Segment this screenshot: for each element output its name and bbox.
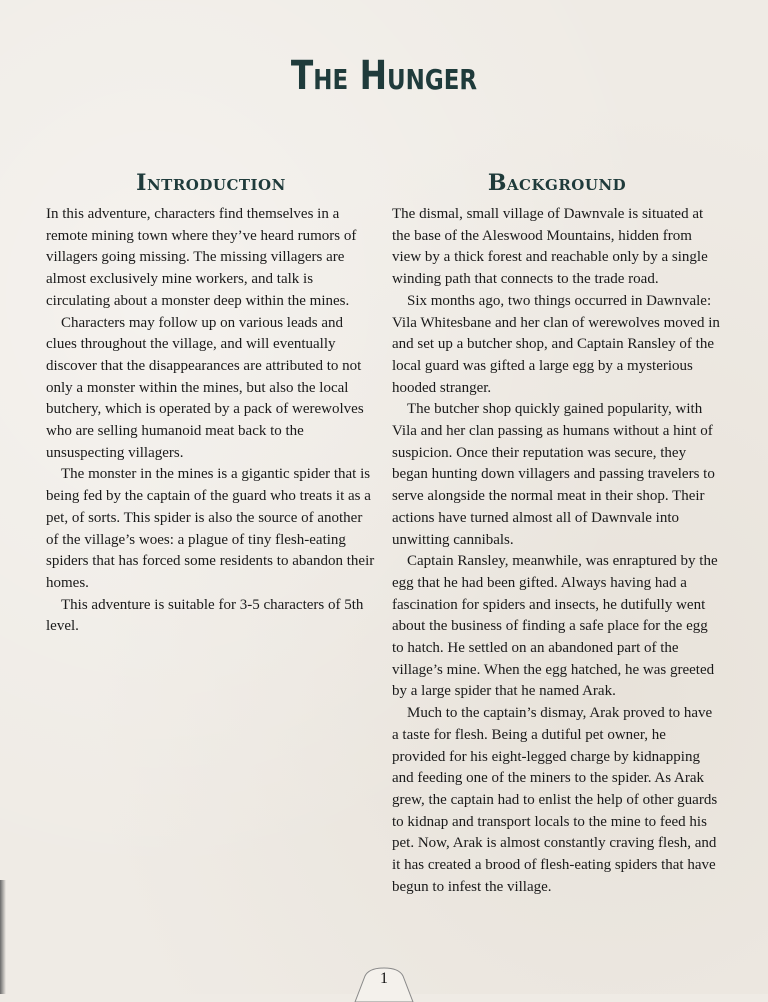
introduction-column	[46, 170, 376, 638]
intro-paragraph-3: The monster in the mines is a gigantic spider that is being fed by the captain of the guard who treats it as a pet, of sorts. This spider is also the source of another of the village’s woes: a plague of tiny flesh-eating spiders that has forced some residents to abandon their homes.	[46, 466, 375, 591]
background-paragraph-3: The butcher shop quickly gained popularity, with Vila and her clan passing as humans without a hint of suspicion. Once their reputation was secure, they began hunting down villagers and passing travelers to serve alongside the normal meat in their shop. Their actions have turned almost all of Dawnvale into unwitting cannibals.	[392, 401, 715, 548]
intro-paragraph-2: Characters may follow up on various leads and clues throughout the village, and will eventually discover that the disappearances are attributed to not only a monster within the mines, but also the local butchery, which is operated by a pack of werewolves who are selling humanoid meat back to the unsuspecting villagers.	[46, 314, 364, 461]
intro-paragraph-1: In this adventure, characters find themselves in a remote mining town where they’ve heard rumors of villagers going missing. The missing villagers are almost exclusively mine workers, and talk is circulating about a monster deep within the mines.	[46, 206, 357, 309]
intro-paragraph-4: This adventure is suitable for 3-5 characters of 5th level.	[46, 596, 364, 635]
background-paragraph-5: Much to the captain’s dismay, Arak proved to have a taste for flesh. Being a dutiful pet owner, he provided for his eight-legged charge by kidnapping and feeding one of the miners to the spider. As Arak grew, the captain had to enlist the help of other guards to kidnap and transport locals to the mine to feed his pet. Now, Arak is almost constantly craving flesh, and it has created a brood of flesh-eating spiders that have begun to infest the village.	[392, 705, 718, 895]
page-number: 1	[380, 970, 388, 987]
background-paragraph-2: Six months ago, two things occurred in Dawnvale: Vila Whitesbane and her clan of werewolves moved in and set up a butcher shop, and Captain Ransley of the local guard was gifted a large egg by a mysterious hooded stranger.	[392, 292, 720, 396]
page-title: The Hunger	[290, 53, 478, 99]
background-heading: Background	[487, 170, 627, 196]
background-column	[392, 170, 722, 899]
page-edge-shadow	[0, 880, 6, 994]
introduction-heading: Introduction	[136, 170, 286, 196]
background-paragraph-4: Captain Ransley, meanwhile, was enraptured by the egg that he had been gifted. Always having had a fascination for spiders and insects, he dutifully went about the business of finding a safe place for the egg to hatch. He settled on an abandoned part of the village’s mine. When the egg hatched, he was greeted by a large spider that he named Arak.	[392, 553, 718, 700]
background-paragraph-1: The dismal, small village of Dawnvale is situated at the base of the Aleswood Mountains, hidden from view by a thick forest and reachable only by a single winding path that connects to the trade road.	[392, 206, 708, 288]
